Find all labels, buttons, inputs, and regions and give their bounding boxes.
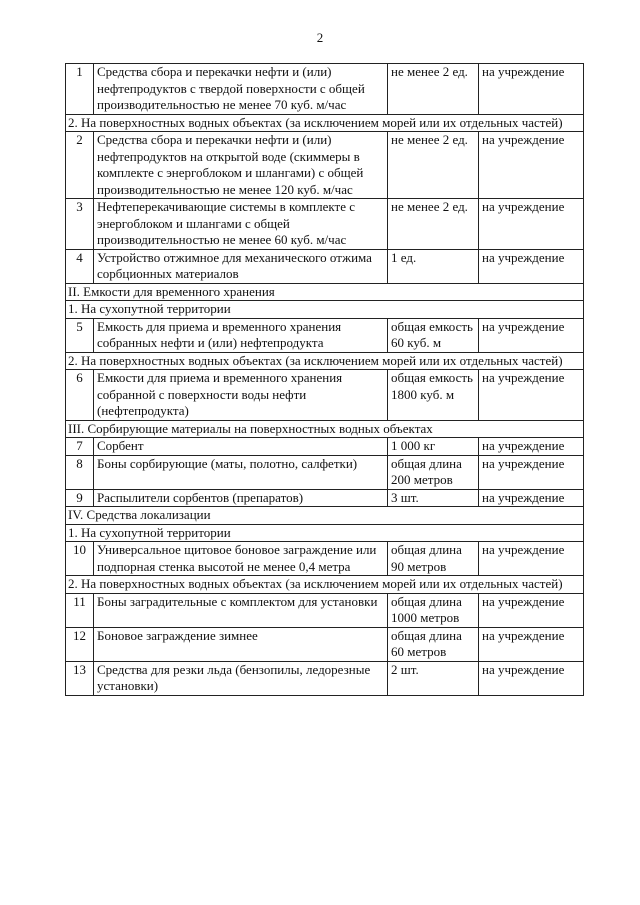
table-row	[66, 489, 584, 507]
item-name: Боновое заграждение зимнее	[94, 627, 388, 661]
item-basis: на учреждение	[479, 132, 584, 199]
item-quantity: не менее 2 ед.	[388, 199, 479, 250]
section-header: II. Емкости для временного хранения	[66, 283, 584, 301]
row-number: 10	[66, 542, 94, 576]
equipment-table	[65, 63, 584, 696]
item-basis: на учреждение	[479, 542, 584, 576]
item-basis: на учреждение	[479, 318, 584, 352]
item-name: Средства сбора и перекачки нефти и (или) нефтепродуктов на открытой воде (скиммеры в комплекте с энергоблоком и шлангами) с общей производительностью не менее 120 куб. м/час	[94, 132, 388, 199]
section-header-row	[66, 301, 584, 319]
item-name: Емкости для приема и временного хранения собранной с поверхности воды нефти (нефтепродукта)	[94, 370, 388, 421]
item-basis: на учреждение	[479, 489, 584, 507]
section-header-row	[66, 576, 584, 594]
item-basis: на учреждение	[479, 627, 584, 661]
row-number: 12	[66, 627, 94, 661]
item-quantity: общая длина 1000 метров	[388, 593, 479, 627]
row-number: 8	[66, 455, 94, 489]
item-quantity: общая емкость 60 куб. м	[388, 318, 479, 352]
item-name: Нефтеперекачивающие системы в комплекте с энергоблоком и шлангами с общей производительностью не менее 60 куб. м/час	[94, 199, 388, 250]
row-number: 1	[66, 64, 94, 115]
row-number: 4	[66, 249, 94, 283]
section-header: 2. На поверхностных водных объектах (за исключением морей или их отдельных частей)	[66, 114, 584, 132]
item-basis: на учреждение	[479, 370, 584, 421]
item-name: Распылители сорбентов (препаратов)	[94, 489, 388, 507]
row-number: 11	[66, 593, 94, 627]
item-quantity: 1 000 кг	[388, 438, 479, 456]
table-row	[66, 318, 584, 352]
item-basis: на учреждение	[479, 455, 584, 489]
item-quantity: не менее 2 ед.	[388, 132, 479, 199]
item-basis: на учреждение	[479, 661, 584, 695]
row-number: 3	[66, 199, 94, 250]
table-row	[66, 661, 584, 695]
section-header-row	[66, 507, 584, 525]
table-row	[66, 199, 584, 250]
item-quantity: 1 ед.	[388, 249, 479, 283]
item-quantity: общая длина 90 метров	[388, 542, 479, 576]
table-row	[66, 455, 584, 489]
table-row	[66, 542, 584, 576]
item-name: Емкость для приема и временного хранения собранных нефти и (или) нефтепродукта	[94, 318, 388, 352]
section-header: 1. На сухопутной территории	[66, 301, 584, 319]
item-quantity: общая длина 200 метров	[388, 455, 479, 489]
table-row	[66, 249, 584, 283]
item-name: Универсальное щитовое боновое заграждение или подпорная стенка высотой не менее 0,4 метра	[94, 542, 388, 576]
section-header: 2. На поверхностных водных объектах (за исключением морей или их отдельных частей)	[66, 352, 584, 370]
row-number: 5	[66, 318, 94, 352]
section-header: III. Сорбирующие материалы на поверхностных водных объектах	[66, 420, 584, 438]
section-header-row	[66, 420, 584, 438]
item-basis: на учреждение	[479, 249, 584, 283]
item-name: Средства для резки льда (бензопилы, ледорезные установки)	[94, 661, 388, 695]
section-header: 2. На поверхностных водных объектах (за исключением морей или их отдельных частей)	[66, 576, 584, 594]
row-number: 7	[66, 438, 94, 456]
section-header-row	[66, 283, 584, 301]
section-header: IV. Средства локализации	[66, 507, 584, 525]
item-name: Сорбент	[94, 438, 388, 456]
table-row	[66, 64, 584, 115]
item-basis: на учреждение	[479, 64, 584, 115]
item-name: Боны сорбирующие (маты, полотно, салфетки)	[94, 455, 388, 489]
row-number: 6	[66, 370, 94, 421]
equipment-table-body	[66, 64, 584, 696]
item-quantity: 3 шт.	[388, 489, 479, 507]
table-row	[66, 132, 584, 199]
item-basis: на учреждение	[479, 438, 584, 456]
section-header-row	[66, 114, 584, 132]
item-quantity: не менее 2 ед.	[388, 64, 479, 115]
row-number: 9	[66, 489, 94, 507]
row-number: 13	[66, 661, 94, 695]
table-row	[66, 593, 584, 627]
item-basis: на учреждение	[479, 199, 584, 250]
table-row	[66, 627, 584, 661]
item-quantity: общая длина 60 метров	[388, 627, 479, 661]
section-header-row	[66, 524, 584, 542]
item-basis: на учреждение	[479, 593, 584, 627]
item-quantity: 2 шт.	[388, 661, 479, 695]
page-number: 2	[316, 30, 324, 45]
item-quantity: общая емкость 1800 куб. м	[388, 370, 479, 421]
item-name: Средства сбора и перекачки нефти и (или) нефтепродуктов с твердой поверхности с общей производительностью не менее 70 куб. м/час	[94, 64, 388, 115]
section-header: 1. На сухопутной территории	[66, 524, 584, 542]
section-header-row	[66, 352, 584, 370]
item-name: Устройство отжимное для механического отжима сорбционных материалов	[94, 249, 388, 283]
table-row	[66, 370, 584, 421]
table-row	[66, 438, 584, 456]
row-number: 2	[66, 132, 94, 199]
item-name: Боны заградительные с комплектом для установки	[94, 593, 388, 627]
